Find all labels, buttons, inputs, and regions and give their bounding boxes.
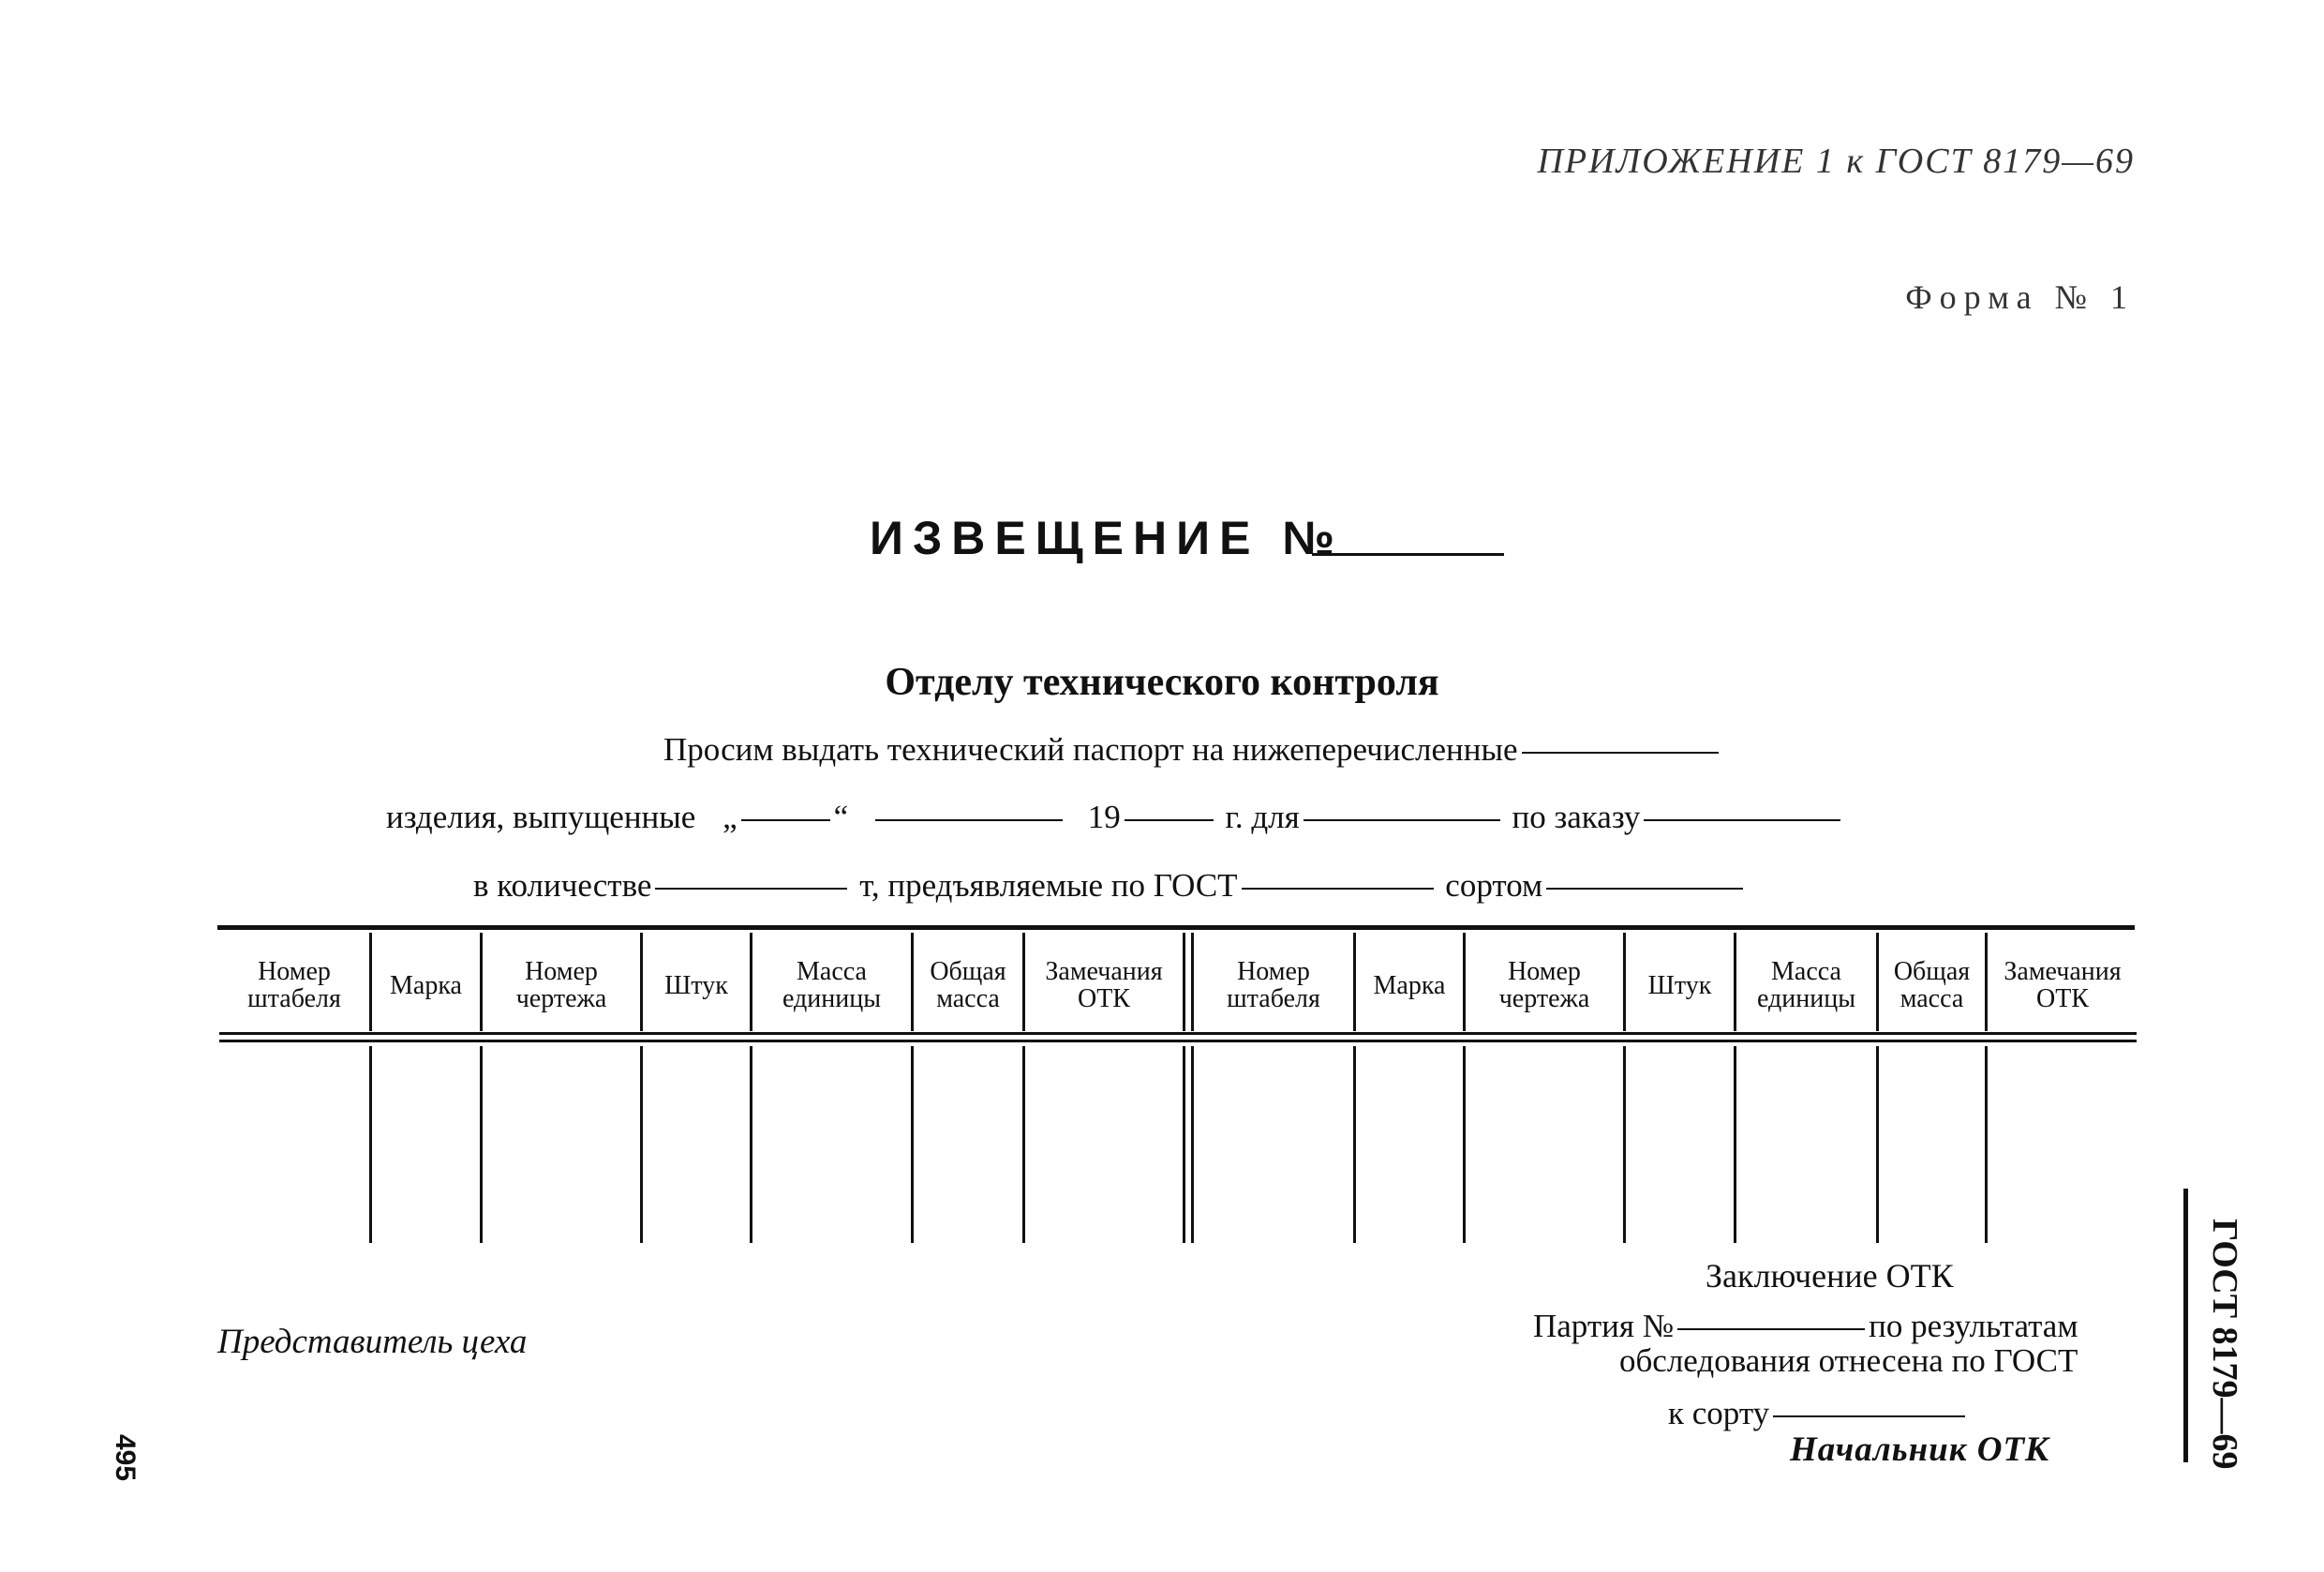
- month-blank: [875, 818, 1063, 821]
- party-blank: [1677, 1327, 1865, 1330]
- party-result-label: по результатам: [1869, 1308, 2078, 1344]
- for-label: г. для: [1225, 799, 1300, 835]
- col-header-stack-no: Номер штабеля: [247, 957, 341, 1013]
- to-grade-line: [1668, 1395, 1969, 1432]
- col-header-pieces: Штук: [664, 970, 728, 1000]
- gost-blank: [1242, 887, 1434, 890]
- col-header-stack-no-2: Номер штабеля: [1227, 957, 1320, 1013]
- party-label: Партия №: [1533, 1308, 1675, 1344]
- order-blank: [1644, 818, 1840, 821]
- side-gost-code: ГОСТ 8179—69: [2205, 1219, 2244, 1470]
- for-blank: [1304, 818, 1500, 821]
- notice-title: ИЗВЕЩЕНИЕ №: [870, 512, 1345, 564]
- col-header-pieces-2: Штук: [1647, 970, 1712, 1000]
- col-header-brand-2: Марка: [1373, 970, 1446, 1000]
- col-header-unit-mass-2: Масса единицы: [1756, 957, 1856, 1013]
- column-divider: [1876, 1046, 1879, 1243]
- column-divider: [640, 1046, 643, 1243]
- column-divider: [1191, 1046, 1194, 1243]
- column-divider: [1183, 1046, 1185, 1243]
- column-divider: [369, 1046, 372, 1243]
- party-line: [1533, 1308, 2078, 1345]
- gost-label: т, предъявляемые по ГОСТ: [859, 867, 1238, 904]
- otk-conclusion-heading: Заключение ОТК: [1706, 1257, 1954, 1295]
- shop-representative-label: Представитель цеха: [217, 1323, 528, 1361]
- department-heading: Отделу технического контроля: [885, 661, 1439, 704]
- quantity-blank: [655, 887, 847, 890]
- column-divider: [911, 1046, 914, 1243]
- grade-label: сортом: [1445, 867, 1543, 904]
- column-divider: [1623, 1046, 1626, 1243]
- request-line-3: [473, 867, 1747, 905]
- to-grade-label: к сорту: [1668, 1395, 1770, 1431]
- grade-blank: [1546, 887, 1743, 890]
- col-header-brand: Марка: [390, 970, 462, 1000]
- column-divider: [750, 1046, 752, 1243]
- appendix-heading: ПРИЛОЖЕНИЕ 1 к ГОСТ 8179—69: [1537, 142, 2135, 181]
- column-divider: [1022, 1046, 1025, 1243]
- issued-label: изделия, выпущенные: [386, 799, 696, 835]
- request-line-2: [386, 799, 1844, 836]
- col-header-otk-remarks: Замечания ОТК: [1045, 957, 1163, 1013]
- quantity-label: в количестве: [473, 867, 652, 904]
- survey-line: обследования отнесена по ГОСТ: [1619, 1342, 2078, 1379]
- order-label: по заказу: [1512, 799, 1641, 835]
- col-header-drawing-no: Номер чертежа: [515, 957, 607, 1013]
- column-divider: [480, 1046, 483, 1243]
- year-blank: [1125, 818, 1214, 821]
- col-header-unit-mass: Масса единицы: [782, 957, 882, 1013]
- otk-head-signature-label: Начальник ОТК: [1790, 1430, 2050, 1469]
- page-number: 495: [110, 1434, 141, 1482]
- col-header-otk-remarks-2: Замечания ОТК: [2004, 957, 2122, 1013]
- close-quote: “: [833, 799, 849, 835]
- day-blank: [741, 818, 830, 821]
- table-header-rule: [219, 1032, 2137, 1035]
- column-divider: [1985, 1046, 1988, 1243]
- items-blank: [1522, 751, 1719, 754]
- to-grade-blank: [1773, 1415, 1965, 1417]
- open-quote: „: [723, 799, 737, 835]
- table-header-rule-double: [219, 1040, 2137, 1042]
- notice-number-blank: [1312, 553, 1504, 556]
- column-divider: [1734, 1046, 1736, 1243]
- form-number: Форма № 1: [1905, 278, 2135, 316]
- year-prefix: 19: [1087, 799, 1121, 835]
- col-header-drawing-no-2: Номер чертежа: [1498, 957, 1590, 1013]
- col-header-total-mass-2: Общая масса: [1893, 957, 1971, 1013]
- request-line-1: [663, 731, 1722, 769]
- column-divider: [1183, 933, 1185, 1031]
- column-divider: [1353, 1046, 1356, 1243]
- column-divider: [1463, 1046, 1466, 1243]
- table-top-rule: [217, 925, 2135, 930]
- request-text: Просим выдать технический паспорт на нижеперечисленные: [663, 731, 1518, 768]
- side-margin-bar: [2183, 1189, 2188, 1462]
- col-header-total-mass: Общая масса: [930, 957, 1006, 1013]
